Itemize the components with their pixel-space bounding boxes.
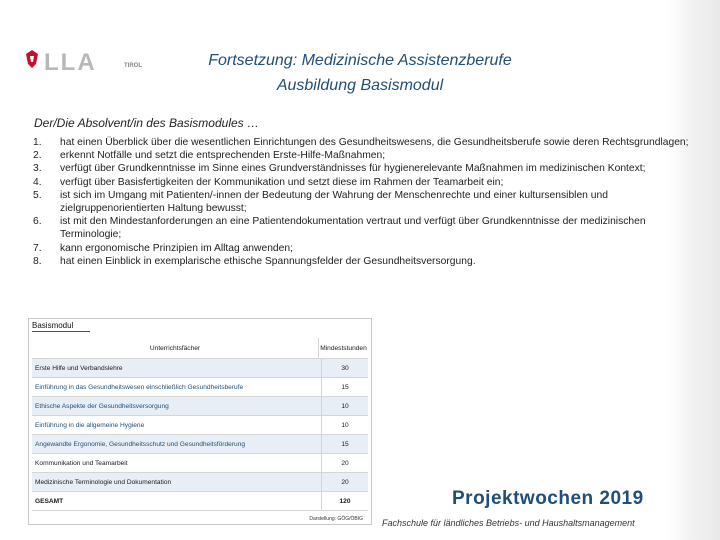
list-item-text: hat einen Einblick in exemplarische ethische Spannungsfelder der Gesundheitsversorgung. [60,255,476,267]
list-item-text: verfügt über Grundkenntnisse im Sinne eines Grundverständnisses für hygienerelevante Maßnahmen im medizinischen Kontext; [60,163,646,175]
table-cell-hours: 10 [321,416,368,434]
intro-heading: Der/Die Absolvent/in des Basismodules … [34,116,259,130]
list-item-number: 2. [33,150,42,162]
list-item [33,255,703,268]
table-row [32,454,368,473]
list-item-number: 8. [33,255,42,267]
table-cell-subject: Ethische Aspekte der Gesundheitsversorgung [35,402,169,410]
event-label: Projektwochen 2019 [452,488,644,509]
list-item-number: 5. [33,189,42,201]
list-item [33,215,703,241]
table-cell-subject: Angewandte Ergonomie, Gesundheitsschutz und Gesundheitsförderung [35,440,246,448]
table-cell-subject: Erste Hilfe und Verbandslehre [35,364,123,372]
table-cell-hours: 20 [321,454,368,472]
table-row [32,416,368,435]
table-row [32,435,368,454]
column-header-subjects: Unterrichtsfächer [149,344,201,352]
table-cell-hours: 15 [321,378,368,396]
list-item-number: 1. [33,137,42,148]
list-item-number: 4. [33,176,42,188]
learning-outcomes-list [33,136,703,268]
table-cell-hours: 10 [321,397,368,415]
logo-region-label: TIROL [124,63,142,69]
list-item-text: ist sich im Umgang mit Patienten/-innen der Bedeutung der Wahrung der Menschenrechte und einer kultursensiblen und zielgruppenorientierten Haltung bewusst; [60,189,608,215]
table-title: Basismodul [32,321,74,330]
table-cell-hours: 30 [321,359,368,377]
list-item [33,136,703,149]
list-item-number: 3. [33,163,42,175]
table-header-row [32,338,368,359]
table-total-row [32,492,368,511]
table-title-underline [32,331,90,332]
table-cell-subject: Medizinische Terminologie und Dokumentation [35,478,172,486]
school-footer: Fachschule für ländliches Betriebs- und Haushaltsmanagement [382,518,635,528]
list-item [33,189,703,215]
table-cell-hours: 20 [321,473,368,491]
table-cell-subject: Kommunikation und Teamarbeit [35,459,128,467]
table-source: Darstellung: GÖG/ÖBIG [309,516,363,522]
page-title: Fortsetzung: Medizinische Assistenzberufe [208,52,512,69]
list-item-number: 7. [33,242,42,254]
table-cell-subject: Einführung in das Gesundheitswesen einschließlich Gesundheitsberufe [35,383,244,391]
table-row [32,378,368,397]
list-item-text: erkennt Notfälle und setzt die entsprechenden Erste-Hilfe-Maßnahmen; [60,150,386,162]
list-item [33,242,703,255]
table-row [32,473,368,492]
list-item-text: ist mit den Mindestanforderungen an eine Patientendokumentation vertraut und verfügt über Grundkenntnisse der medizinischen Terminologie; [60,216,646,241]
column-header-hours: Mindeststunden [318,338,368,358]
list-item-text: kann ergonomische Prinzipien im Alltag anwenden; [60,242,293,254]
list-item-text: verfügt über Basisfertigkeiten der Kommunikation und setzt diese im Rahmen der Teamarbeit ein; [60,176,504,188]
table-cell-subject: GESAMT [35,497,64,505]
list-item [33,176,703,189]
logo-wordmark: LLA [44,49,97,76]
list-item [33,149,703,162]
list-item [33,162,703,175]
list-item-number: 6. [33,216,42,228]
page-subtitle: Ausbildung Basismodul [276,77,444,94]
list-item-text: hat einen Überblick über die wesentlichen Einrichtungen des Gesundheitswesens, die Gesundheitsberufe sowie deren Rechtsgrundlagen; [60,137,689,148]
table-cell-hours: 15 [321,435,368,453]
table-cell-hours: 120 [321,492,368,510]
basismodul-table [28,318,372,525]
table-body [32,338,368,511]
table-row [32,359,368,378]
table-row [32,397,368,416]
table-cell-subject: Einführung in die allgemeine Hygiene [35,421,145,429]
